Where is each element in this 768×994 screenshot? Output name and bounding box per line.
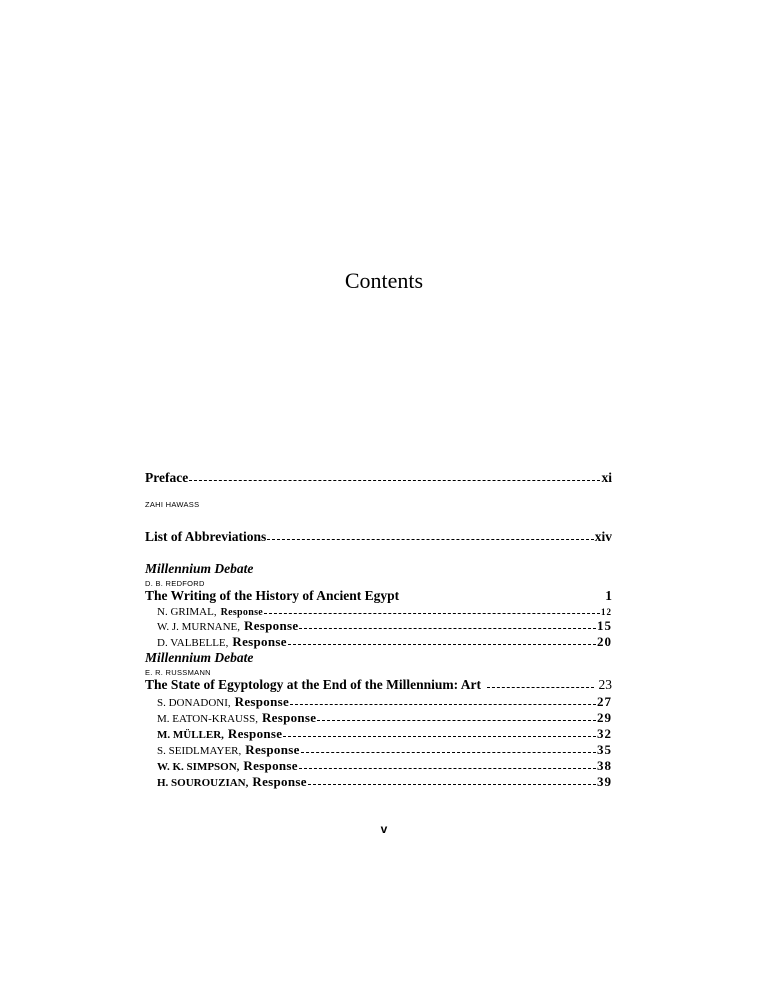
toc-response-row[interactable] (145, 774, 612, 790)
page-title: Contents (344, 268, 424, 293)
toc-entry-label: The Writing of the History of Ancient Egypt (145, 588, 400, 603)
toc-page-number: xiv (594, 529, 612, 544)
response-author: M. MÜLLER, (157, 729, 224, 741)
toc-response-row[interactable] (145, 618, 612, 634)
page-number-footer: v (380, 822, 388, 836)
toc-entry-history[interactable] (145, 588, 612, 604)
toc-entry-label: List of Abbreviations (145, 529, 267, 544)
toc-response-row[interactable] (145, 694, 612, 710)
toc-response-row[interactable] (145, 634, 612, 650)
dot-leader (264, 612, 600, 614)
toc-entry-abbreviations[interactable] (145, 529, 612, 545)
response-author: M. EATON-KRAUSS, (157, 713, 258, 725)
response-author: W. K. SIMPSON, (157, 761, 240, 773)
toc-page-number: 20 (597, 634, 612, 649)
response-label: Response (234, 694, 290, 709)
response-label: Response (227, 726, 283, 741)
toc-page-number: 27 (597, 694, 612, 709)
section-heading: Millennium Debate (145, 650, 254, 665)
response-label: Response (245, 742, 300, 757)
entry-author: E. R. RUSSMANN (145, 668, 211, 677)
dot-leader (267, 538, 593, 540)
response-label: Response (243, 758, 298, 773)
response-author: H. SOUROUZIAN, (157, 777, 249, 789)
dot-leader (283, 735, 596, 737)
table-of-contents (145, 470, 612, 790)
response-label: Response (261, 710, 317, 725)
dot-leader (299, 767, 596, 769)
dot-leader (299, 627, 596, 629)
toc-response-row[interactable] (145, 742, 612, 758)
entry-author: D. B. REDFORD (145, 579, 205, 588)
response-label: Response (244, 618, 299, 633)
dot-leader (288, 643, 596, 645)
toc-entry-preface[interactable] (145, 470, 612, 486)
toc-page-number: 12 (601, 607, 612, 617)
response-label: Response (232, 634, 287, 649)
dot-leader (308, 783, 596, 785)
toc-entry-label: Preface (145, 470, 189, 485)
toc-response-row[interactable] (145, 758, 612, 774)
toc-entry-egyptology-art[interactable] (145, 677, 612, 693)
dot-leader (301, 751, 596, 753)
response-author: S. SEIDLMAYER, (157, 745, 242, 757)
entry-author: ZAHI HAWASS (145, 500, 200, 509)
toc-page-number: 23 (598, 677, 612, 692)
toc-response-row[interactable] (145, 726, 612, 742)
dot-leader (487, 686, 594, 688)
toc-page-number: xi (601, 470, 612, 485)
response-label: Response (220, 607, 263, 618)
dot-leader (290, 703, 596, 705)
toc-entry-label: The State of Egyptology at the End of the Millennium: Art (145, 677, 481, 692)
response-author: N. GRIMAL, (157, 606, 217, 618)
response-author: W. J. MURNANE, (157, 621, 241, 633)
dot-leader (400, 597, 604, 599)
toc-page-number: 15 (597, 618, 612, 633)
response-label: Response (252, 774, 307, 789)
dot-leader (317, 719, 596, 721)
toc-page-number: 32 (597, 726, 612, 741)
toc-page-number: 35 (597, 742, 612, 757)
toc-page-number: 1 (605, 588, 612, 603)
toc-page-number: 38 (597, 758, 612, 773)
response-author: D. VALBELLE, (157, 637, 229, 649)
toc-response-row[interactable] (145, 710, 612, 726)
toc-page-number: 39 (597, 774, 612, 789)
dot-leader (189, 479, 600, 481)
response-author: S. DONADONI, (157, 697, 231, 709)
toc-response-row[interactable] (145, 606, 612, 618)
section-heading: Millennium Debate (145, 561, 254, 576)
toc-page-number: 29 (597, 710, 612, 725)
